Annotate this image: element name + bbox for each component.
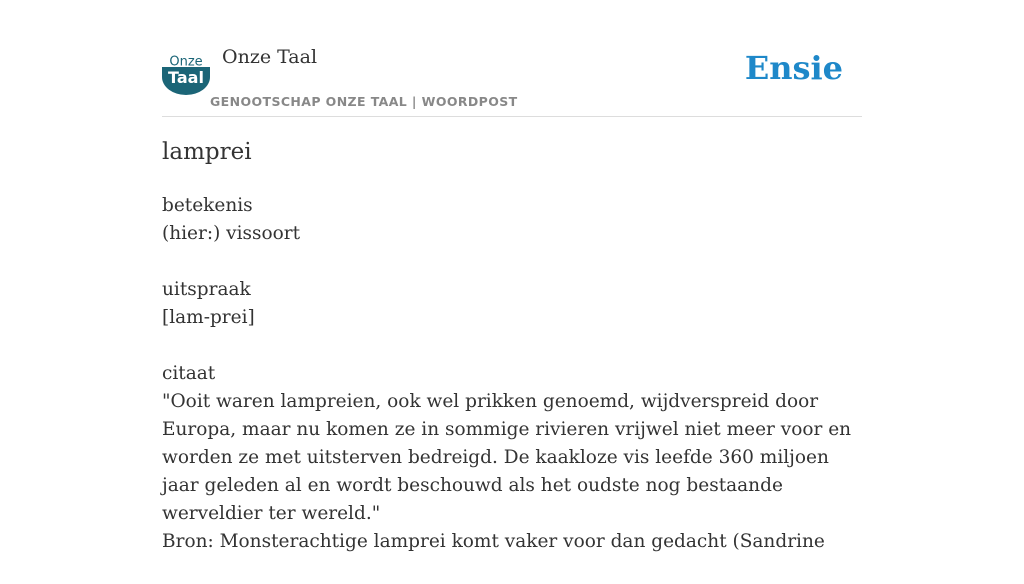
pronunciation-label: uitspraak (162, 279, 251, 300)
logo-text-top: Onze (169, 54, 203, 70)
entry-title: lamprei (162, 139, 252, 165)
logo-text-bottom: Taal (168, 68, 204, 87)
page (162, 0, 862, 552)
meaning-value: (hier:) vissoort (162, 223, 301, 244)
site-header (162, 0, 862, 117)
ensie-brand-link[interactable]: Ensie (744, 49, 843, 87)
meaning-label: betekenis (162, 195, 253, 216)
pronunciation-section (162, 276, 862, 332)
site-name[interactable]: Onze Taal (222, 46, 318, 68)
quote-source: Bron: Monsterachtige lamprei komt vaker voor dan gedacht (Sandrine (162, 531, 825, 552)
onze-taal-logo[interactable] (162, 53, 210, 95)
pronunciation-value: [lam-prei] (162, 307, 255, 328)
site-subtitle: GENOOTSCHAP ONZE TAAL | WOORDPOST (210, 94, 518, 109)
quote-text: "Ooit waren lampreien, ook wel prikken genoemd, wijdverspreid door Europa, maar nu komen ze in sommige rivieren vrijwel niet meer voor en worden ze met uitsterven bedreigd. De kaakloze vis leefde 360 miljoen jaar geleden al en wordt beschouwd als het oudste nog bestaande werveldier ter wereld." (162, 391, 852, 524)
meaning-section (162, 192, 862, 248)
entry-content (162, 192, 862, 584)
quote-label: citaat (162, 363, 216, 384)
quote-section (162, 360, 862, 556)
